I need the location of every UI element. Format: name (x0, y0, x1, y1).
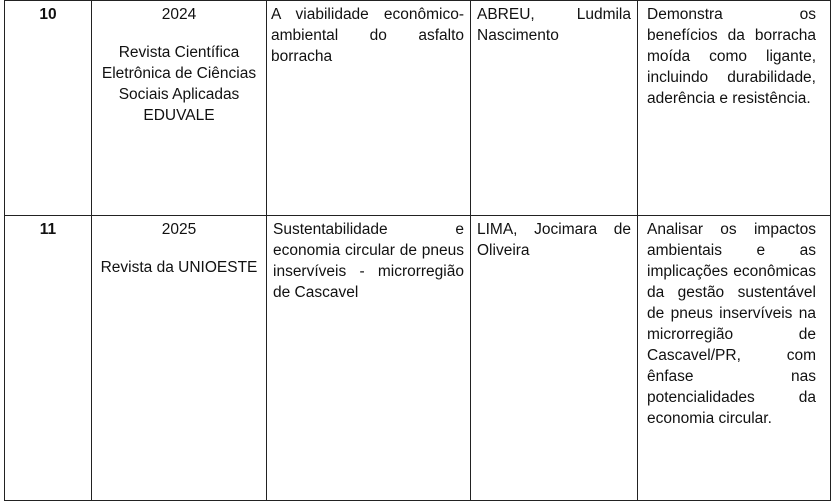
title: Sustentabilidade e economia circular de pneus inservíveis - microrregião de Cascavel (267, 216, 471, 501)
year: 2024 (161, 6, 197, 23)
row-number: 11 (5, 216, 92, 501)
author: LIMA, Jocimara de Oliveira (471, 216, 638, 501)
row-number: 10 (5, 1, 92, 216)
table-row (5, 1, 831, 216)
objective: Analisar os impactos ambientais e as implicações econômicas da gestão sustentável de pneus inservíveis na microrregião de Cascavel/PR, com ênfase nas potencialidades da economia circular. (638, 216, 831, 501)
title: A viabilidade econômico-ambiental do asfalto borracha (267, 1, 471, 216)
table-row (5, 216, 831, 501)
author: ABREU, Ludmila Nascimento (471, 1, 638, 216)
objective: Demonstra os benefícios da borracha moída como ligante, incluindo durabilidade, aderência e resistência. (638, 1, 831, 216)
year: 2025 (161, 221, 197, 238)
year-source-cell (92, 1, 267, 216)
source: Revista Científica Eletrônica de Ciências Sociais Aplicadas EDUVALE (101, 44, 257, 124)
studies-table (4, 0, 831, 501)
year-source-cell (92, 216, 267, 501)
source: Revista da UNIOESTE (100, 259, 258, 276)
